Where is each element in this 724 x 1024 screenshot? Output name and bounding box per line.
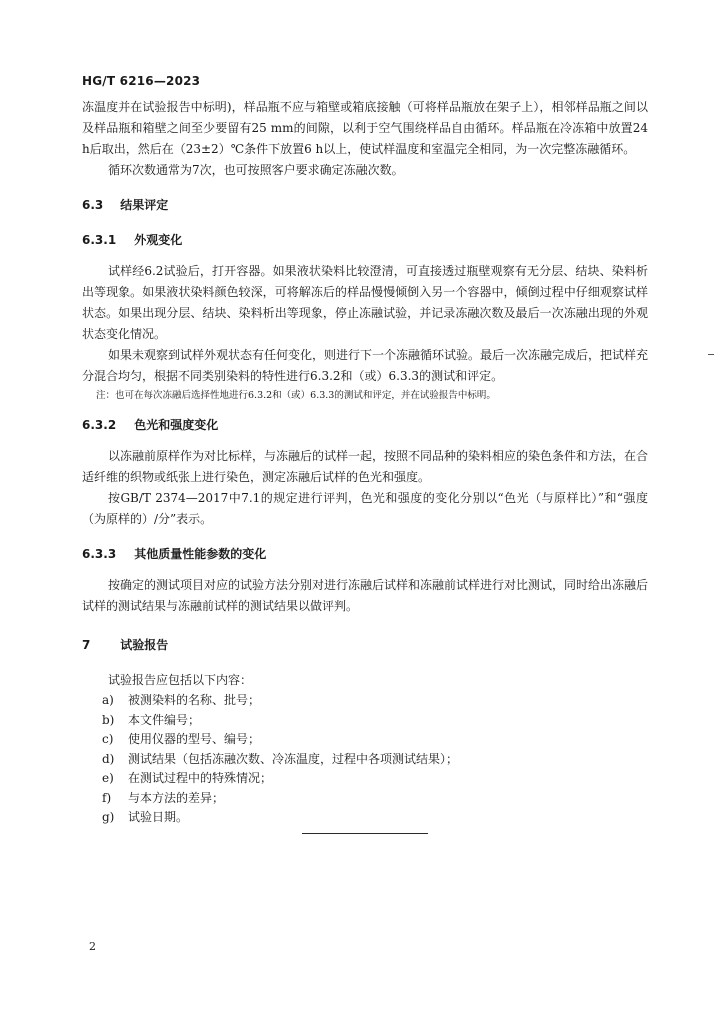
list-marker: c) (102, 732, 114, 746)
shade-strength-paragraph-2: 按GB/T 2374—2017中7.1的规定进行评判，色光和强度的变化分别以“色光（与原样比）”和“强度（为原样的）/分”表示。 (82, 491, 648, 526)
list-item (82, 711, 648, 731)
section-heading-7 (82, 635, 648, 656)
section-number: 6.3.2 (82, 418, 117, 432)
section-title: 外观变化 (134, 233, 183, 247)
page-number: 2 (89, 940, 96, 953)
report-intro: 试验报告应包括以下内容： (108, 673, 253, 687)
list-marker: f) (102, 790, 112, 805)
list-marker: b) (102, 712, 115, 727)
list-marker: a) (102, 693, 114, 707)
section-title: 结果评定 (120, 198, 169, 212)
standard-code-header: HG/T 6216—2023 (82, 74, 201, 88)
list-marker: d) (102, 751, 115, 766)
list-item (82, 769, 648, 789)
list-item-text: 本文件编号； (128, 712, 201, 727)
margin-mark (708, 354, 714, 355)
list-item-text: 试验日期。 (128, 810, 189, 824)
list-item-text: 被测染料的名称、批号； (128, 693, 261, 707)
appearance-paragraph-1: 试样经6.2试验后，打开容器。如果液状染料比较澄清，可直接透过瓶壁观察有无分层、结块、染料析出等现象。如果液状染料颜色较深，可将解冻后的样品慢慢倾倒入另一个容器中，倾倒过程中仔细观察试样状态。如果出现分层、结块、染料析出等现象，停止冻融试验，并记录冻融次数及最后一次冻融出现的外观状态变化情况。 (82, 264, 648, 341)
list-item-text: 使用仪器的型号、编号； (128, 732, 261, 746)
appearance-note: 注：也可在每次冻融后选择性地进行6.3.2和（或）6.3.3的测试和评定，并在试验报告中标明。 (96, 390, 496, 401)
list-marker: g) (102, 810, 115, 824)
section-number: 6.3.1 (82, 233, 117, 247)
section-heading-6-3-3 (82, 544, 648, 565)
document-body (82, 97, 648, 828)
cycle-count-paragraph: 循环次数通常为7次，也可按照客户要求确定冻融次数。 (108, 163, 404, 177)
section-heading-6-3-2 (82, 415, 648, 436)
list-marker: e) (102, 771, 114, 785)
section-number: 7 (82, 638, 91, 652)
list-item (82, 750, 648, 770)
intro-paragraph: 冻温度并在试验报告中标明)，样品瓶不应与箱壁或箱底接触（可将样品瓶放在架子上），相邻样品瓶之间以及样品瓶和箱壁之间至少要留有25 mm的间隙，以利于空气围绕样品自由循环。样品瓶在冷冻箱中放置24 h后取出，然后在（23±2）℃条件下放置6 h以上，使试样温度和室温完全相同，为一次完整冻融循环。 (82, 100, 648, 156)
list-item-text: 在测试过程中的特殊情况； (128, 771, 273, 785)
list-item-text: 与本方法的差异； (128, 790, 225, 805)
shade-strength-paragraph-1: 以冻融前原样作为对比标样，与冻融后的试样一起，按照不同品种的染料相应的染色条件和方法，在合适纤维的织物或纸张上进行染色，测定冻融后试样的色光和强度。 (82, 449, 649, 484)
section-number: 6.3.3 (82, 547, 117, 561)
list-item (82, 691, 648, 711)
section-title: 其他质量性能参数的变化 (134, 547, 267, 561)
section-title: 色光和强度变化 (134, 418, 219, 432)
list-item-text: 测试结果（包括冻融次数、冷冻温度，过程中各项测试结果）； (128, 751, 459, 766)
report-items-list (82, 691, 648, 828)
section-heading-6-3-1 (82, 230, 648, 251)
end-of-document-rule (302, 833, 428, 834)
list-item (82, 730, 648, 750)
list-item (82, 808, 648, 828)
list-item (82, 789, 648, 809)
appearance-paragraph-2: 如果未观察到试样外观状态有任何变化，则进行下一个冻融循环试验。最后一次冻融完成后，把试样充分混合均匀，根据不同类别染料的特性进行6.3.2和（或）6.3.3的测试和评定。 (82, 348, 649, 383)
section-heading-6-3 (82, 195, 648, 216)
other-parameters-paragraph: 按确定的测试项目对应的试验方法分别对进行冻融后试样和冻融前试样进行对比测试，同时给出冻融后试样的测试结果与冻融前试样的测试结果以做评判。 (82, 578, 649, 613)
section-title: 试验报告 (120, 638, 169, 652)
section-number: 6.3 (82, 198, 104, 212)
